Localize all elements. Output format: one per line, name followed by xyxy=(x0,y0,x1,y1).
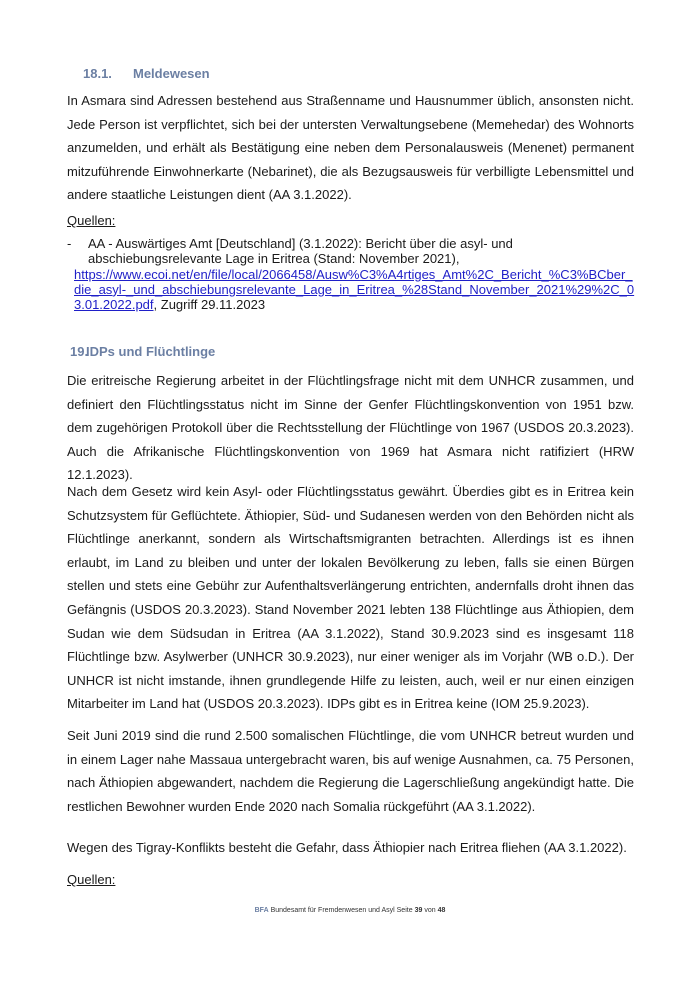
paragraph-somali-refugees: Seit Juni 2019 sind die rund 2.500 somalischen Flüchtlinge, die vom UNHCR betreut wurden und in einem Lager nahe Massaua untergebracht waren, bis auf wenige Ausnahmen, ca. 75 Personen, nach Äthiopien abgewandert, nachdem die Regierung die Lagerschließung angekündigt hatte. Die restlichen Bewohner wurden Ende 2020 nach Somalia rückgeführt (AA 3.1.2022). xyxy=(67,728,634,814)
section-number: 19. xyxy=(70,344,89,359)
section-title: Meldewesen xyxy=(133,66,210,81)
bullet-dash: - xyxy=(67,236,72,251)
sources-label: Quellen: xyxy=(67,213,116,228)
paragraph-asylum-law: Nach dem Gesetz wird kein Asyl- oder Flüchtlingsstatus gewährt. Überdies gibt es in Eritrea kein Schutzsystem für Geflüchtete. Äthiopier, Süd- und Sudanesen werden von den Behörden nicht als Flüchtlinge anerkannt, sondern als Wirtschaftsmigranten betrachten. Allerdings ist es ihnen erlaubt, im Land zu bleiben und unter der lokalen Bevölkerung zu leben, falls sie einen Bürgen stellen und stets eine Gebühr zur Aufenthaltsverlängerung entrichten, andernfalls droht ihnen das Gefängnis (USDOS 20.3.2023). Stand November 2021 lebten 138 Flüchtlinge aus Äthiopien, dem Sudan wie dem Südsudan in Eritrea (AA 3.1.2022), Stand 30.9.2023 sind es insgesamt 118 Flüchtlinge bzw. Asylwerber (UNHCR 30.9.2023), nur einer weniger als im Vorjahr (WB o.D.). Der UNHCR ist nicht imstande, ihnen grundlegende Hilfe zu leisten, auch, weil er nur einen einzigen Mitarbeiter im Land hat (USDOS 20.3.2023). IDPs gibt es in Eritrea keine (IOM 25.9.2023). xyxy=(67,484,634,712)
section-heading-19 xyxy=(70,344,215,359)
page-footer xyxy=(0,907,700,914)
section-title: IDPs und Flüchtlinge xyxy=(86,344,216,359)
sources-label: Quellen: xyxy=(67,872,116,887)
paragraph-tigray: Wegen des Tigray-Konflikts besteht die Gefahr, dass Äthiopier nach Eritrea fliehen (AA 3.1.2022). xyxy=(67,840,627,855)
source-access-date: , Zugriff 29.11.2023 xyxy=(153,297,266,313)
source-citation: AA - Auswärtiges Amt [Deutschland] (3.1.2022): Bericht über die asyl- und abschiebungsrelevante Lage in Eritrea (Stand: November 2021), xyxy=(88,236,513,267)
page-total: 48 xyxy=(437,907,446,914)
bfa-logo: BFA xyxy=(254,907,269,914)
source-link[interactable]: https://www.ecoi.net/en/file/local/2066458/Ausw%C3%A4rtiges_Amt%2C_Bericht_%C3%BCber_die_asyl-_und_abschiebungsrelevante_Lage_in_Eritrea_%28Stand_November_2021%29%2C_03.01.2022.pdf xyxy=(74,266,635,313)
paragraph-meldewesen: In Asmara sind Adressen bestehend aus Straßenname und Hausnummer üblich, ansonsten nicht. Jede Person ist verpflichtet, sich bei der untersten Verwaltungsebene (Memehedar) des Wohnorts anzumelden, und erhält als Bestätigung eine neben dem Personalausweis (Menenet) permanent mitzuführende Einwohnerkarte (Nebarinet), die als Bezugsausweis für verbilligte Lebensmittel und andere staatliche Leistungen dient (AA 3.1.2022). xyxy=(67,93,634,203)
footer-text: Bundesamt für Fremdenwesen und Asyl Seite xyxy=(270,907,413,914)
paragraph-unhcr: Die eritreische Regierung arbeitet in der Flüchtlingsfrage nicht mit dem UNHCR zusammen, und definiert den Flüchtlingsstatus nicht im Sinne der Genfer Flüchtlingskonvention von 1951 bzw. dem zugehörigen Protokoll über die Rechtsstellung der Flüchtlinge von 1967 (USDOS 20.3.2023). Auch die Afrikanische Flüchtlingskonvention von 1969 hat Asmara nicht ratifiziert (HRW 12.1.2023). xyxy=(67,373,634,483)
page-number: 39 xyxy=(414,907,423,914)
section-number: 18.1. xyxy=(83,66,112,81)
section-heading-18-1 xyxy=(83,66,210,81)
footer-of: von xyxy=(424,907,436,914)
source-list-item xyxy=(67,236,637,312)
